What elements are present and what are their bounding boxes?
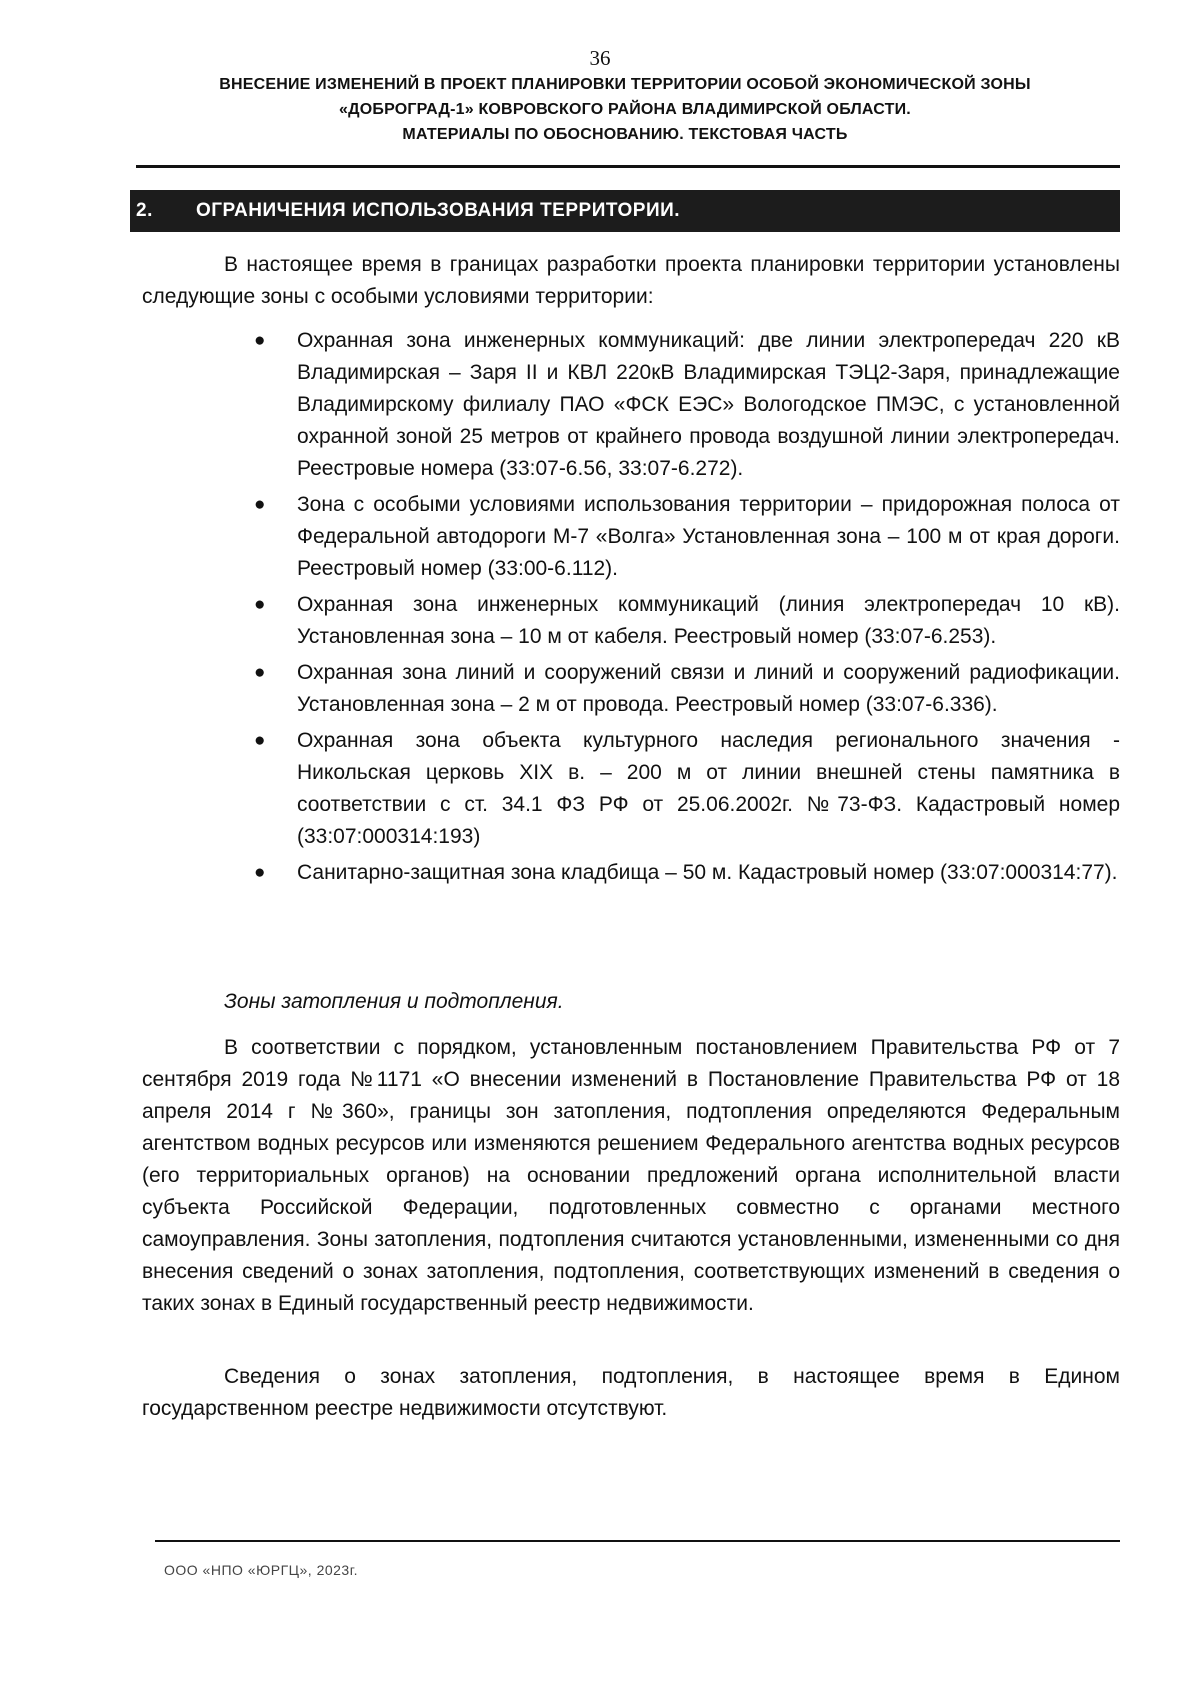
list-item: [254, 325, 1120, 485]
flooding-paragraph: В соответствии с порядком, установленным постановлением Правительства РФ от 7 сентября 2019 года №1171 «О внесении изменений в Постановление Правительства РФ от 18 апреля 2014 г №360», границы зон затопления, подтопления определяются Федеральным агентством водных ресурсов или изменяются решением Федерального агентства водных ресурсов (его территориальных органов) на основании предложений органа исполнительной власти субъекта Российской Федерации, подготовленных совместно с органами местного самоуправления. Зоны затопления, подтопления считаются установленными, измененными со дня внесения сведений о зонах затопления, подтопления, соответствующих изменений в сведения о таких зонах в Единый государственный реестр недвижимости.: [142, 1036, 1120, 1315]
intro-paragraph: В настоящее время в границах разработки проекта планировки территории установлены следующие зоны с особыми условиями территории:: [142, 253, 1120, 308]
list-item-text: Охранная зона инженерных коммуникаций (линия электропередач 10 кВ). Установленная зона – 10 м от кабеля. Реестровый номер (33:07-6.253).: [297, 593, 1120, 648]
document-header: [130, 72, 1120, 147]
list-item-text: Санитарно-защитная зона кладбища – 50 м. Кадастровый номер (33:07:000314:77).: [297, 861, 1118, 884]
section-number: 2.: [136, 200, 153, 221]
section-heading: [130, 190, 1120, 232]
footer-divider: [155, 1540, 1120, 1542]
list-item: [254, 725, 1120, 853]
list-item: [254, 857, 1120, 889]
list-item-text: Охранная зона объекта культурного наследия регионального значения - Никольская церковь XIX в. – 200 м от линии внешней стены памятника в соответствии с ст. 34.1 ФЗ РФ от 25.06.2002г. №73-ФЗ. Кадастровый номер (33:07:000314:193): [297, 729, 1120, 848]
list-item: [254, 489, 1120, 585]
list-item-text: Зона с особыми условиями использования территории – придорожная полоса от Федеральной автодороги М-7 «Волга» Установленная зона – 100 м от края дороги. Реестровый номер (33:00-6.112).: [297, 493, 1120, 580]
bullet-icon: ●: [254, 662, 266, 683]
list-item: [254, 589, 1120, 653]
list-item-text: Охранная зона линий и сооружений связи и линий и сооружений радиофикации. Установленная зона – 2 м от провода. Реестровый номер (33:07-6.336).: [297, 661, 1120, 716]
bullet-icon: ●: [254, 730, 266, 751]
bullet-icon: ●: [254, 330, 266, 351]
list-item-text: Охранная зона инженерных коммуникаций: две линии электропередач 220 кВ Владимирская – Заря II и КВЛ 220кВ Владимирская ТЭЦ2-Заря, принадлежащие Владимирскому филиалу ПАО «ФСК ЕЭС» Вологодское ПМЭС, с установленной охранной зоной 25 метров от крайнего провода воздушной линии электропередач. Реестровые номера (33:07-6.56, 33:07-6.272).: [297, 329, 1120, 480]
bullet-icon: ●: [254, 494, 266, 515]
page-number: 36: [589, 46, 611, 70]
header-line-3: МАТЕРИАЛЫ ПО ОБОСНОВАНИЮ. ТЕКСТОВАЯ ЧАСТЬ: [402, 126, 848, 143]
header-line-1: ВНЕСЕНИЕ ИЗМЕНЕНИЙ В ПРОЕКТ ПЛАНИРОВКИ ТЕРРИТОРИИ ОСОБОЙ ЭКОНОМИЧЕСКОЙ ЗОНЫ: [219, 76, 1031, 93]
header-divider: [136, 165, 1120, 168]
section-title: ОГРАНИЧЕНИЯ ИСПОЛЬЗОВАНИЯ ТЕРРИТОРИИ.: [196, 200, 681, 221]
zones-list: [254, 325, 1120, 893]
flooding-subheading: Зоны затопления и подтопления.: [224, 990, 564, 1013]
bullet-icon: ●: [254, 594, 266, 615]
registry-paragraph: Сведения о зонах затопления, подтопления, в настоящее время в Едином государственном реестре недвижимости отсутствуют.: [142, 1365, 1120, 1420]
footer-text: ООО «НПО «ЮРГЦ», 2023г.: [164, 1562, 358, 1578]
bullet-icon: ●: [254, 862, 266, 883]
list-item: [254, 657, 1120, 721]
header-line-2: «ДОБРОГРАД-1» КОВРОВСКОГО РАЙОНА ВЛАДИМИРСКОЙ ОБЛАСТИ.: [339, 101, 911, 118]
